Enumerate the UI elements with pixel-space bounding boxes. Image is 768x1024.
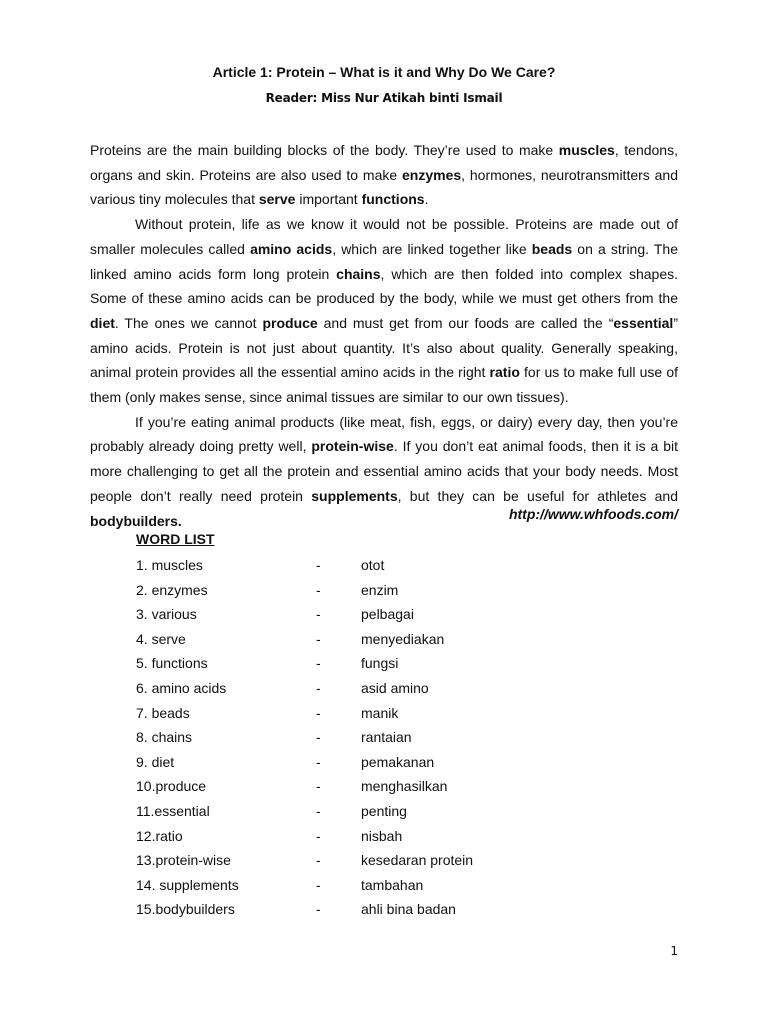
word-list-item (136, 678, 536, 703)
word-malay: pemakanan (361, 753, 435, 770)
article-title: Article 1: Protein – What is it and Why Do We Care? (212, 64, 556, 80)
word-english: 4. serve (136, 630, 186, 647)
word-list-title: WORD LIST (136, 531, 215, 547)
word-separator: - (316, 729, 321, 746)
word-malay: enzim (361, 581, 399, 598)
word-english: 8. chains (136, 729, 193, 746)
word-list-item (136, 727, 536, 752)
bold-term: supplements (311, 487, 398, 504)
bold-term: ratio (489, 364, 520, 381)
bold-term: beads (531, 240, 573, 257)
word-separator: - (316, 630, 321, 647)
paragraph-text: , tendons, organs and skin. Proteins are also used to make (90, 142, 678, 183)
paragraph-text: , hormones, neurotransmitters and various tiny molecules that (90, 166, 678, 208)
word-list-item (136, 875, 536, 900)
bold-term: essential (613, 314, 674, 331)
word-separator: - (316, 753, 321, 770)
word-list-item (136, 826, 536, 851)
word-separator: - (316, 778, 321, 795)
word-malay: menghasilkan (361, 778, 448, 795)
bold-term: chains (336, 265, 381, 282)
paragraph-text: If you’re eating animal products (like meat, fish, eggs, or dairy) every day, then you’re probably already doing pretty well, (90, 413, 678, 455)
word-malay: nisbah (361, 827, 403, 844)
paragraph-text: , which are linked together like (332, 240, 532, 257)
word-separator: - (316, 704, 321, 721)
paragraph-text: , but they can be useful for athletes and (397, 487, 678, 504)
word-english: 5. functions (136, 655, 208, 672)
word-list-item (136, 703, 536, 728)
paragraph-text: Proteins are the main building blocks of the body. They’re used to make (90, 142, 559, 158)
page-number: 1 (670, 944, 678, 958)
word-malay: menyediakan (361, 630, 445, 647)
bold-term: produce (262, 314, 318, 331)
word-list-item (136, 776, 536, 801)
word-malay: fungsi (361, 655, 399, 672)
paragraph-text: . (424, 191, 429, 208)
word-english: 1. muscles (136, 557, 203, 573)
word-separator: - (316, 557, 321, 573)
paragraph-text: ” amino acids. Protein is not just about quantity. It’s also about quality. Generally speaking, animal protein provides all the essential amino acids in the right (90, 314, 678, 381)
word-malay: rantaian (361, 729, 412, 746)
word-english: 10.produce (136, 778, 207, 795)
bold-term: amino acids (250, 240, 333, 257)
bold-term: enzymes (402, 166, 462, 183)
word-english: 12.ratio (136, 827, 183, 844)
word-malay: otot (361, 557, 385, 573)
word-separator: - (316, 852, 321, 869)
word-english: 2. enzymes (136, 581, 208, 598)
word-malay: asid amino (361, 679, 429, 696)
bold-term: muscles (558, 142, 615, 158)
word-english: 7. beads (136, 704, 190, 721)
word-malay: penting (361, 802, 407, 819)
word-english: 15.bodybuilders (136, 901, 235, 918)
paragraph-text: important (295, 191, 362, 208)
bold-term: functions (361, 191, 425, 208)
paragraph-text: . The ones we cannot (114, 314, 263, 331)
word-list-item (136, 555, 536, 580)
word-separator: - (316, 901, 321, 918)
paragraph-text: for us to make full use of them (only makes sense, since animal tissues are similar to our own tissues). (90, 364, 678, 406)
article-reader: Reader: Miss Nur Atikah binti Ismail (265, 91, 503, 105)
word-list (136, 555, 536, 924)
word-malay: kesedaran protein (361, 852, 474, 869)
word-separator: - (316, 606, 321, 623)
word-separator: - (316, 655, 321, 672)
word-separator: - (316, 679, 321, 696)
word-list-item (136, 653, 536, 678)
source-url: http://www.whfoods.com/ (508, 506, 678, 522)
word-malay: ahli bina badan (361, 901, 456, 918)
bold-term: bodybuilders. (90, 512, 182, 529)
paragraph-text: , which are then folded into complex shapes. Some of these amino acids can be produced by the body, while we must get others from the (90, 265, 678, 307)
paragraph-text: and must get from our foods are called the “ (317, 314, 614, 331)
word-separator: - (316, 876, 321, 893)
word-list-item (136, 604, 536, 629)
word-list-item (136, 752, 536, 777)
word-malay: pelbagai (361, 606, 414, 623)
word-list-item (136, 629, 536, 654)
word-list-item (136, 850, 536, 875)
word-list-item (136, 899, 536, 924)
word-list-item (136, 801, 536, 826)
article-paragraph (90, 212, 678, 410)
word-malay: tambahan (361, 876, 424, 893)
article-body (90, 138, 678, 533)
word-english: 6. amino acids (136, 679, 227, 696)
bold-term: protein-wise (311, 438, 394, 455)
paragraph-text: . If you don’t eat animal foods, then it is a bit more challenging to get all the protein and essential amino acids that your body needs. Most people don’t really need protein (90, 438, 678, 504)
word-english: 14. supplements (136, 876, 239, 893)
word-malay: manik (361, 704, 399, 721)
word-separator: - (316, 827, 321, 844)
word-list-item (136, 580, 536, 605)
word-english: 9. diet (136, 753, 175, 770)
bold-term: diet (90, 314, 115, 331)
word-separator: - (316, 802, 321, 819)
word-english: 11.essential (136, 802, 210, 819)
word-english: 13.protein-wise (136, 852, 231, 869)
paragraph-text: on a string. The linked amino acids form long protein (90, 240, 678, 282)
word-separator: - (316, 581, 321, 598)
word-english: 3. various (136, 606, 197, 623)
bold-term: serve (258, 191, 296, 208)
article-paragraph (90, 138, 678, 212)
paragraph-text: Without protein, life as we know it would not be possible. Proteins are made out of smaller molecules called (90, 216, 678, 257)
